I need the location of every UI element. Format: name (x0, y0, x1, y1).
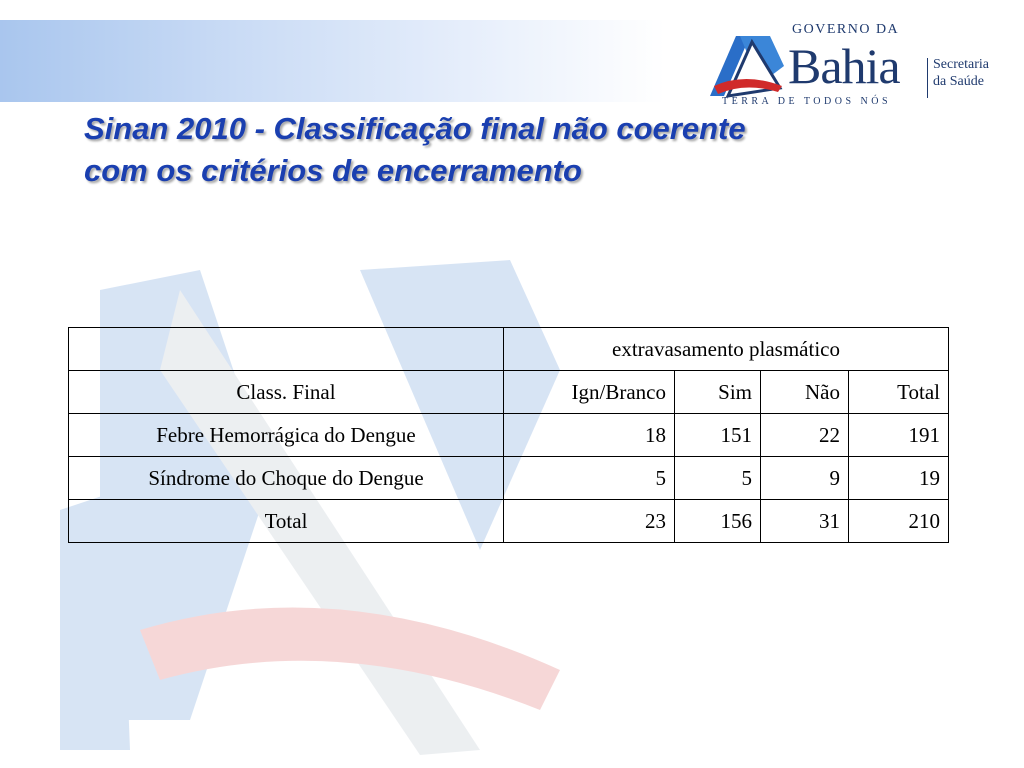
header-gradient-band (0, 20, 665, 102)
group-header-extravasamento: extravasamento plasmático (504, 328, 949, 371)
row-label: Síndrome do Choque do Dengue (69, 457, 504, 500)
logo-secretaria-text (933, 56, 989, 90)
table-corner-cell (69, 328, 504, 371)
logo-secretaria-line2: da Saúde (933, 74, 984, 89)
governo-bahia-logo (700, 22, 1000, 112)
column-header: Não (761, 371, 849, 414)
table-cell: 5 (504, 457, 675, 500)
column-header: Total (849, 371, 949, 414)
table-row (69, 457, 949, 500)
column-header: Class. Final (69, 371, 504, 414)
table-cell: 156 (675, 500, 761, 543)
table-cell: 151 (675, 414, 761, 457)
classification-table (68, 327, 949, 543)
row-label: Total (69, 500, 504, 543)
table-cell: 22 (761, 414, 849, 457)
table-cell: 23 (504, 500, 675, 543)
column-header: Sim (675, 371, 761, 414)
table-cell: 5 (675, 457, 761, 500)
slide-title-line1: Sinan 2010 - Classificação final não coerente (84, 111, 746, 146)
logo-bahia-text: Bahia (788, 38, 900, 94)
slide-title (84, 108, 984, 192)
table-cell: 19 (849, 457, 949, 500)
logo-secretaria-line1: Secretaria (933, 57, 989, 72)
logo-tagline: TERRA DE TODOS NÓS (722, 96, 892, 107)
table-row (69, 414, 949, 457)
table-total-row (69, 500, 949, 543)
table-cell: 210 (849, 500, 949, 543)
table-cell: 9 (761, 457, 849, 500)
table-cell: 18 (504, 414, 675, 457)
table-cell: 191 (849, 414, 949, 457)
slide-title-line2: com os critérios de encerramento (84, 153, 582, 188)
table-header-row (69, 371, 949, 414)
row-label: Febre Hemorrágica do Dengue (69, 414, 504, 457)
table-cell: 31 (761, 500, 849, 543)
column-header: Ign/Branco (504, 371, 675, 414)
logo-divider (927, 58, 928, 98)
table-group-header-row (69, 328, 949, 371)
bahia-emblem-icon (700, 26, 786, 106)
logo-governo-text: GOVERNO DA (792, 22, 900, 37)
